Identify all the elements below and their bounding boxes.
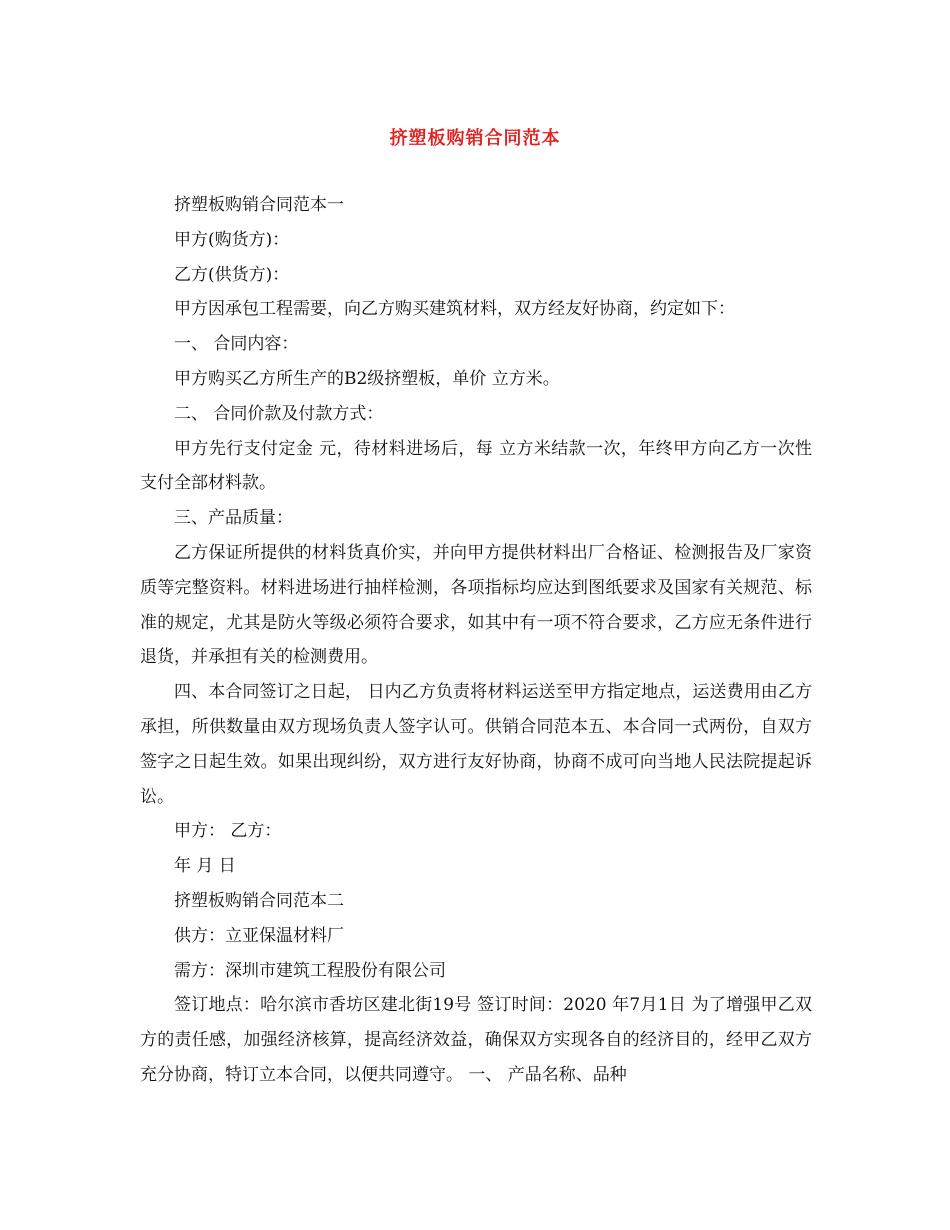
- paragraph-date: 年 月 日: [174, 856, 236, 877]
- paragraph-contract-content: 甲方购买乙方所生产的B2级挤塑板，单价 立方米。: [174, 368, 560, 389]
- paragraph-delivery-terms: 四、本合同签订之日起， 日内乙方负责将材料运送至甲方指定地点，运送费用由乙方承担，所供数量由双方现场负责人签字认可。供销合同范本五、本合同一式两份，自双方签字之日起生效。如果出现纠纷，双方进行友好协商，协商不成可向当地人民法院提起诉讼。: [140, 682, 812, 807]
- section-heading-contract-content: 一、 合同内容：: [174, 334, 299, 355]
- paragraph-sample-one-heading: 挤塑板购销合同范本一: [174, 195, 344, 215]
- paragraph-party-a: 甲方(购货方)：: [174, 229, 290, 250]
- document-body: [140, 188, 812, 1093]
- paragraph-preamble: 甲方因承包工程需要，向乙方购买建筑材料，双方经友好协商，约定如下：: [174, 299, 735, 320]
- paragraph-signatures: 甲方： 乙方：: [174, 821, 282, 842]
- section-heading-quality: 三、产品质量：: [174, 508, 293, 529]
- paragraph-price-payment: 甲方先行支付定金 元，待材料进场后，每 立方米结款一次，年终甲方向乙方一次性支付全部材料款。: [140, 438, 812, 494]
- paragraph-signing-info: 签订地点：哈尔滨市香坊区建北街19号 签订时间：2020 年7月1日 为了增强甲乙双方的责任感，加强经济核算，提高经济效益，确保双方实现各自的经济目的，经甲乙双方充分协商，特订立本合同，以便共同遵守。 一、 产品名称、品种: [140, 995, 812, 1085]
- paragraph-buyer: 需方：深圳市建筑工程股份有限公司: [174, 960, 446, 981]
- paragraph-sample-two-heading: 挤塑板购销合同范本二: [174, 890, 344, 911]
- paragraph-supplier: 供方：立亚保温材料厂: [174, 925, 344, 946]
- section-heading-price-payment: 二、 合同价款及付款方式：: [174, 403, 384, 424]
- document-title: 挤塑板购销合同范本: [389, 128, 561, 149]
- paragraph-quality: 乙方保证所提供的材料货真价实，并向甲方提供材料出厂合格证、检测报告及厂家资质等完整资料。材料进场进行抽样检测，各项指标均应达到图纸要求及国家有关规范、标准的规定，尤其是防火等级必须符合要求，如其中有一项不符合要求，乙方应无条件进行退货，并承担有关的检测费用。: [140, 542, 812, 668]
- paragraph-party-b: 乙方(供货方)：: [174, 264, 290, 285]
